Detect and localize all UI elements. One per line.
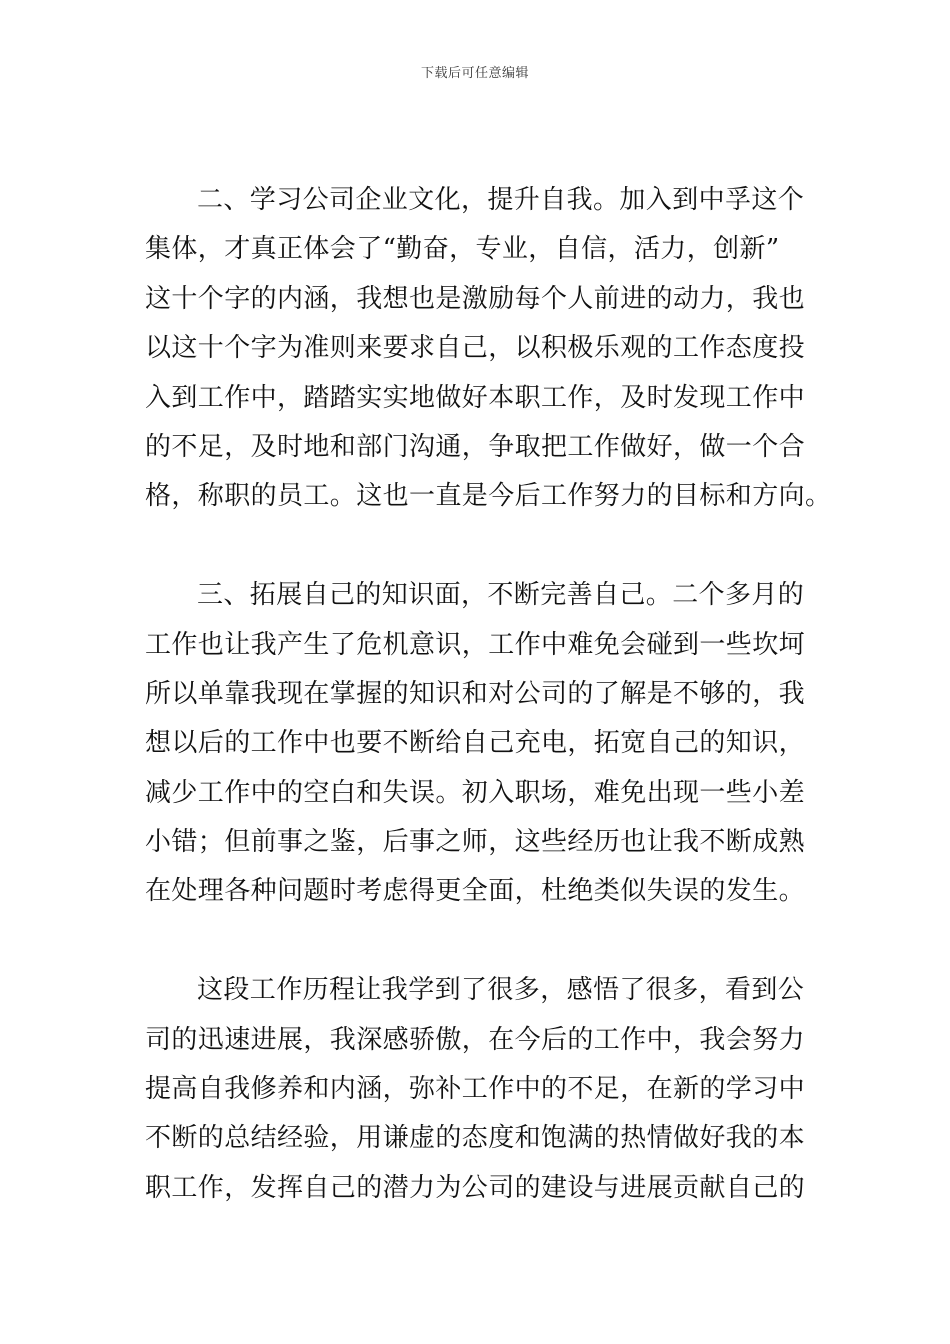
text-line: 集体，才真正体会了“勤奋，专业，自信，活力，创新” [145, 234, 780, 265]
text-line: 这段工作历程让我学到了很多，感悟了很多，看到公 [197, 975, 805, 1006]
text-line: 以这十个字为准则来要求自己，以积极乐观的工作态度投 [145, 333, 806, 364]
page-header: 下载后可任意编辑 [420, 66, 529, 81]
text-line: 不断的总结经验，用谦虚的态度和饱满的热情做好我的本 [145, 1123, 806, 1154]
text-line: 减少工作中的空白和失误。初入职场，难免出现一些小差 [145, 777, 806, 808]
text-line: 提高自我修养和内涵，弥补工作中的不足，在新的学习中 [145, 1074, 806, 1105]
text-line: 在处理各种问题时考虑得更全面，杜绝类似失误的发生。 [145, 876, 806, 907]
text-line: 三、拓展自己的知识面，不断完善自己。二个多月的 [197, 580, 805, 611]
text-line: 入到工作中，踏踏实实地做好本职工作，及时发现工作中 [145, 382, 806, 413]
text-line: 小错；但前事之鉴，后事之师，这些经历也让我不断成熟 [145, 827, 806, 858]
paragraph-conclusion [145, 966, 810, 1213]
text-line: 格，称职的员工。这也一直是今后工作努力的目标和方向。 [145, 481, 832, 512]
paragraph-3 [145, 571, 810, 917]
paragraph-gap [145, 917, 810, 966]
paragraph-2 [145, 176, 832, 522]
text-line: 司的迅速进展，我深感骄傲，在今后的工作中，我会努力 [145, 1024, 806, 1055]
text-line: 想以后的工作中也要不断给自己充电，拓宽自己的知识， [145, 728, 806, 759]
text-line: 职工作，发挥自己的潜力为公司的建设与进展贡献自己的 [145, 1172, 806, 1203]
text-line: 二、学习公司企业文化，提升自我。加入到中孚这个 [197, 185, 805, 215]
text-line: 工作也让我产生了危机意识，工作中难免会碰到一些坎坷 [145, 629, 806, 660]
text-line: 这十个字的内涵，我想也是激励每个人前进的动力，我也 [145, 283, 806, 314]
text-line: 的不足，及时地和部门沟通，争取把工作做好，做一个合 [145, 431, 806, 462]
document-body [145, 176, 832, 1213]
text-line: 所以单靠我现在掌握的知识和对公司的了解是不够的，我 [145, 678, 806, 709]
paragraph-gap [145, 522, 810, 571]
